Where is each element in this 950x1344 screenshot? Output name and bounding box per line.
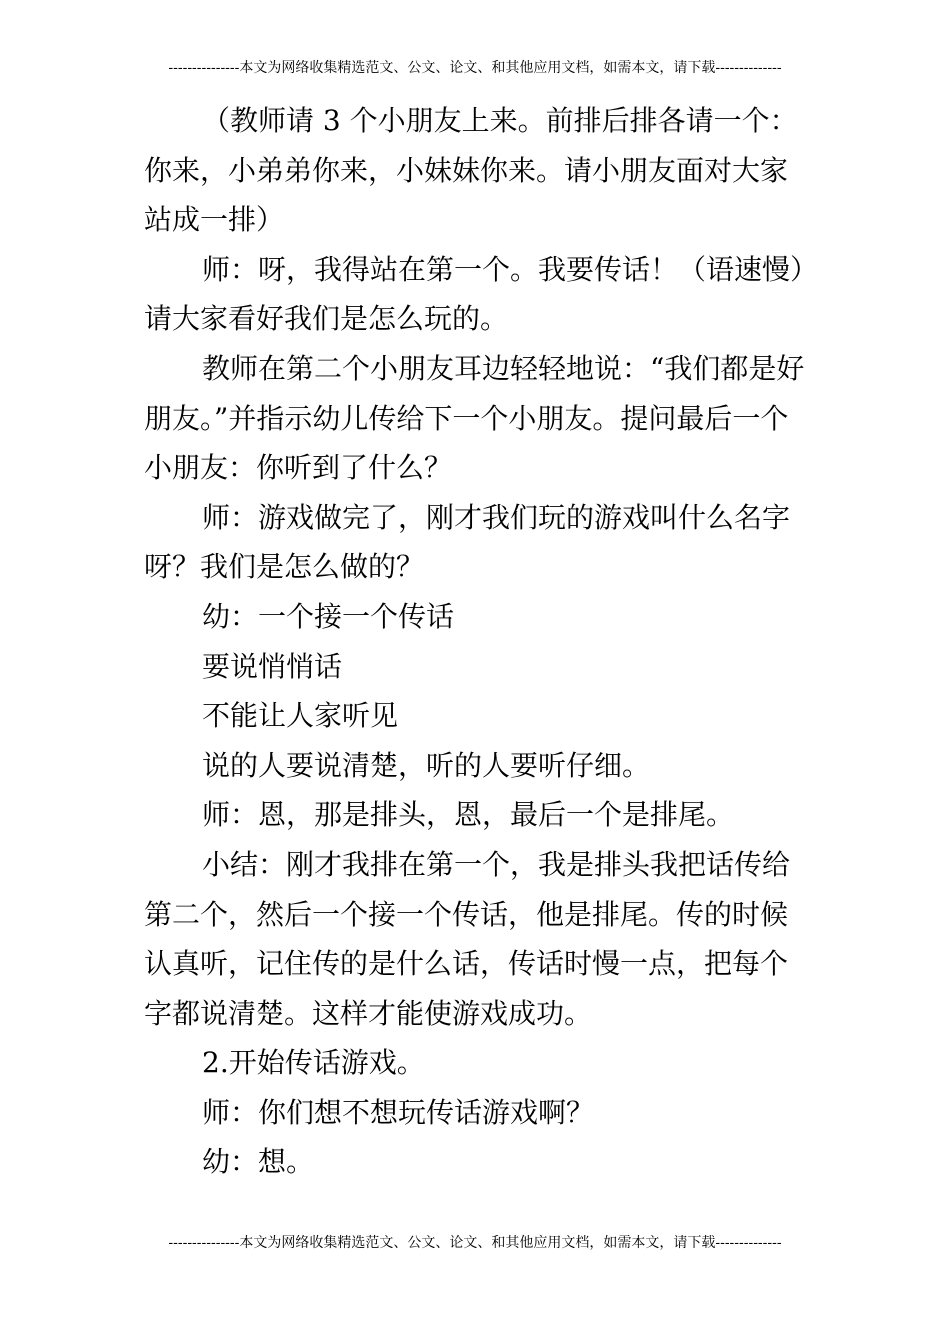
paragraph-rule-whisper: 要说悄悄话 [202,649,343,683]
paragraph-whisper-demo: 教师在第二个小朋友耳边轻轻地说：“我们都是好朋友。”并指示幼儿传给下一个小朋友。提问最后一个小朋友：你听到了什么？ [144,351,805,485]
paragraph-rule-quiet: 不能让人家听见 [202,699,399,733]
paragraph-section-2: 2.开始传话游戏。 [202,1046,425,1080]
paragraph-teacher-question: 师：游戏做完了，刚才我们玩的游戏叫什么名字呀？我们是怎么做的？ [144,500,791,584]
paragraph-teacher-ask-play: 师：你们想不想玩传话游戏啊？ [202,1095,595,1129]
paragraph-rule-clear: 说的人要说清楚，听的人要听仔细。 [202,748,651,782]
page-header: ---------------本文为网络收集精选范文、公文、论文、和其他应用文档，如需本文，请下载-------------- [168,60,782,76]
page-footer: ---------------本文为网络收集精选范文、公文、论文、和其他应用文档，如需本文，请下载-------------- [168,1235,782,1251]
paragraph-head-tail: 师：恩，那是排头，恩，最后一个是排尾。 [202,798,735,832]
document-body [144,96,808,1187]
paragraph-summary: 小结：刚才我排在第一个，我是排头我把话传给第二个，然后一个接一个传话，他是排尾。传的时候认真听，记住传的是什么话，传话时慢一点，把每个字都说清楚。这样才能使游戏成功。 [144,847,791,1030]
paragraph-child-yes: 幼：想。 [202,1145,315,1179]
paragraph-teacher-first: 师：呀，我得站在第一个。我要传话！（语速慢）请大家看好我们是怎么玩的。 [144,252,805,336]
paragraph-child-answer: 幼：一个接一个传话 [202,599,455,633]
paragraph-teacher-invites: （教师请 3 个小朋友上来。前排后排各请一个：你来，小弟弟你来，小妹妹你来。请小朋友面对大家站成一排） [144,104,798,237]
